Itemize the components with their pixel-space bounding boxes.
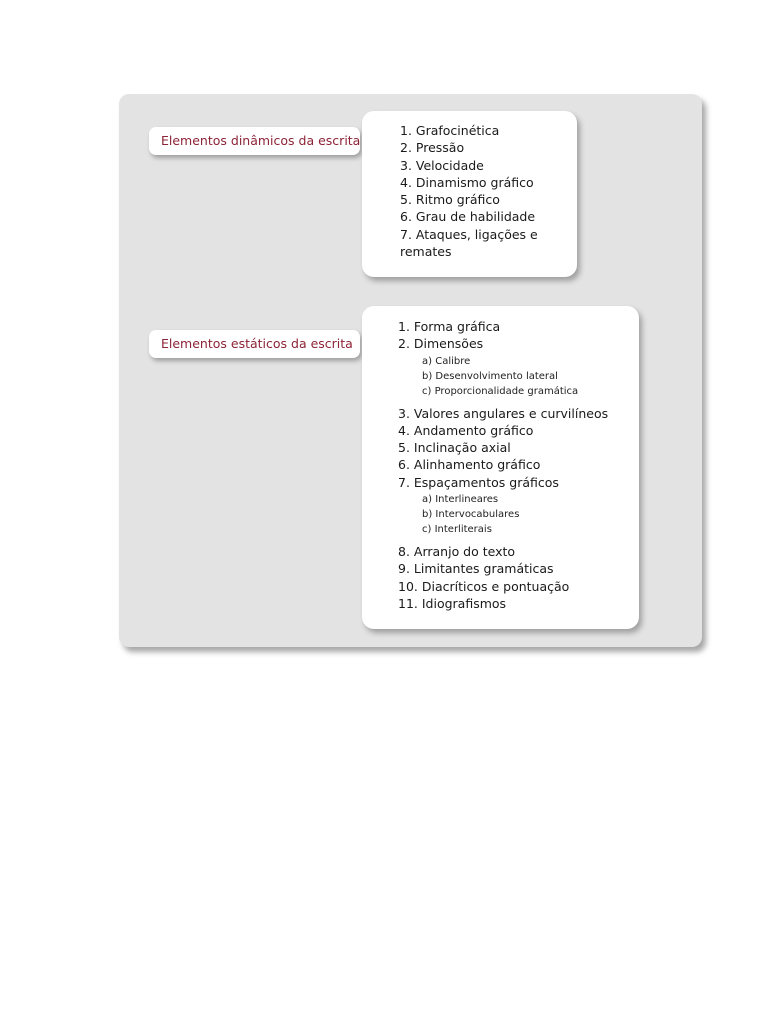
dimensions-sublist (422, 354, 631, 399)
sublist-item: c) Proporcionalidade gramática (422, 385, 579, 397)
list-item: 2. Pressão (400, 140, 465, 156)
static-elements-list (398, 318, 631, 612)
list-item: 3. Valores angulares e curvilíneos (398, 405, 609, 421)
static-elements-card (362, 306, 639, 629)
dimensions-sublist-container (398, 354, 631, 399)
spacing-sublist (422, 492, 631, 537)
dynamic-elements-list (400, 122, 569, 260)
list-item: 3. Velocidade (400, 157, 484, 173)
static-elements-label: Elementos estáticos da escrita (149, 330, 360, 358)
list-item: 7. Espaçamentos gráficos (398, 474, 559, 490)
spacing-sublist-container (398, 492, 631, 537)
list-item: 6. Alinhamento gráfico (398, 457, 541, 473)
list-item: 1. Grafocinética (400, 123, 500, 138)
list-item: 11. Idiografismos (398, 595, 507, 611)
list-item: 2. Dimensões (398, 336, 484, 352)
dynamic-elements-card (362, 111, 577, 277)
sublist-item: c) Interliterais (422, 524, 492, 536)
list-item: 8. Arranjo do texto (398, 544, 516, 560)
sublist-item: a) Interlineares (422, 494, 499, 506)
list-item: 4. Andamento gráfico (398, 422, 534, 438)
list-item: 9. Limitantes gramáticas (398, 561, 554, 577)
sublist-item: b) Desenvolvimento lateral (422, 370, 558, 382)
list-item: 6. Grau de habilidade (400, 209, 536, 225)
dynamic-elements-label: Elementos dinâmicos da escrita (149, 127, 360, 155)
sublist-item: a) Calibre (422, 355, 471, 367)
sublist-item: b) Intervocabulares (422, 509, 520, 521)
list-item: 1. Forma gráfica (398, 319, 501, 334)
list-item: 5. Ritmo gráfico (400, 192, 500, 208)
list-item: 10. Diacríticos e pontuação (398, 578, 570, 594)
list-item: 4. Dinamismo gráfico (400, 174, 534, 190)
list-item: 7. Ataques, ligações e remates (400, 226, 538, 260)
list-item: 5. Inclinação axial (398, 440, 511, 456)
